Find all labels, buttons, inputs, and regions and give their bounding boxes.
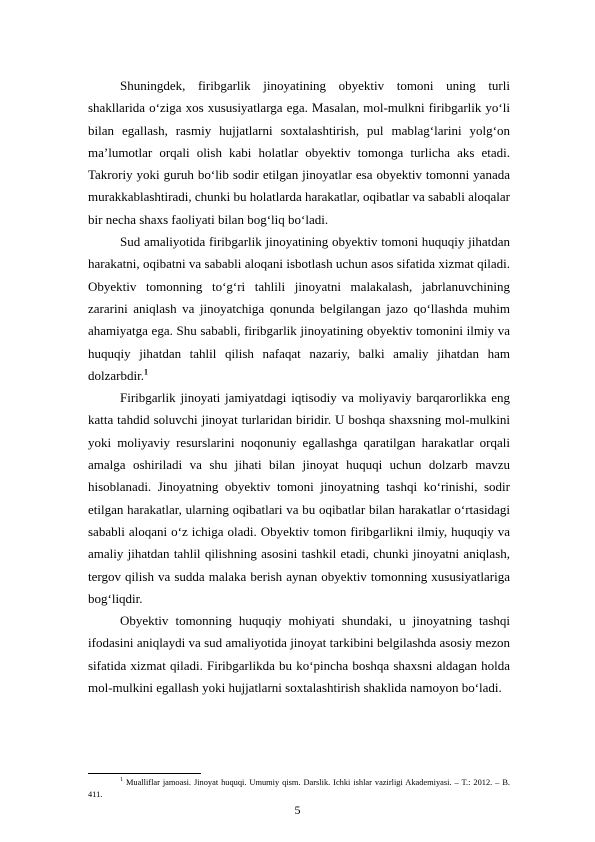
paragraph-2	[88, 231, 510, 387]
body-text	[88, 75, 510, 699]
footnote-separator	[88, 773, 201, 774]
paragraph-3: Firibgarlik jinoyati jamiyatdagi iqtisodiy va moliyaviy barqarorlikka eng katta tahdid soluvchi jinoyat turlaridan biridir. U boshqa shaxsning mol-mulkini yoki moliyaviy resurslarini noqonuniy egallashga qaratilgan harakatlar orqali amalga oshiriladi va shu jihati bilan jinoyat huquqi uchun dolzarb mavzu hisoblanadi. Jinoyatning obyektiv tomoni jinoyatning tashqi ko‘rinishi, sodir etilgan harakatlar, ularning oqibatlari va bu oqibatlar bilan harakatlar o‘rtasidagi sababli aloqani o‘z ichiga oladi. Obyektiv tomon firibgarlikni ilmiy, huquqiy va amaliy jihatdan tahlil qilishning asosini tashkil etadi, chunki jinoyatni aniqlash, tergov qilish va sudda malaka berish aynan obyektiv tomonning xususiyatlariga bog‘liqdir.	[88, 390, 510, 606]
paragraph-4: Obyektiv tomonning huquqiy mohiyati shundaki, u jinoyatning tashqi ifodasini aniqlaydi va sud amaliyotida jinoyat tarkibini belgilashda asosiy mezon sifatida xizmat qiladi. Firibgarlikda bu ko‘pincha boshqa shaxsni aldagan holda mol-mulkini egallash yoki hujjatlarni soxtalashtirish shaklida namoyon bo‘ladi.	[88, 613, 510, 696]
paragraph-1: Shuningdek, firibgarlik jinoyatining obyektiv tomoni uning turli shakllarida o‘ziga xos xususiyatlarga ega. Masalan, mol-mulkni firibgarlik yo‘li bilan egallash, rasmiy hujjatlarni soxtalashtirish, pul mablag‘larini yolg‘on ma’lumotlar orqali olish kabi holatlar obyektiv tomonga turlicha aks etadi. Takroriy yoki guruh bo‘lib sodir etilgan jinoyatlar esa obyektiv tomonni yanada murakkablashtiradi, chunki bu holatlarda harakatlar, oqibatlar va sababli aloqalar bir necha shaxs faoliyati bilan bog‘liq bo‘ladi.	[88, 78, 510, 227]
footnote-reference[interactable]: 1	[143, 367, 148, 377]
footnote-text: Mualliflar jamoasi. Jinoyat huquqi. Umumiy qism. Darslik. Ichki ishlar vazirligi Akademiyasi. – T.: 2012. – B. 411.	[88, 778, 510, 799]
page-number: 5	[294, 803, 301, 817]
footnote-marker: 1	[120, 777, 123, 784]
footnote	[88, 777, 510, 801]
paragraph-2-text: Sud amaliyotida firibgarlik jinoyatining obyektiv tomoni huquqiy jihatdan harakatni, oqibatni va sababli aloqani isbotlash uchun asos sifatida xizmat qiladi. Obyektiv tomonning to‘g‘ri tahlili jinoyatni malakalash, jabrlanuvchining zararini aniqlash va jinoyatchiga qonunda belgilangan jazo qo‘llashda muhim ahamiyatga ega. Shu sababli, firibgarlik jinoyatining obyektiv tomonini ilmiy va huquqiy jihatdan tahlil qilish nafaqat nazariy, balki amaliy jihatdan ham dolzarbdir.	[88, 234, 510, 383]
